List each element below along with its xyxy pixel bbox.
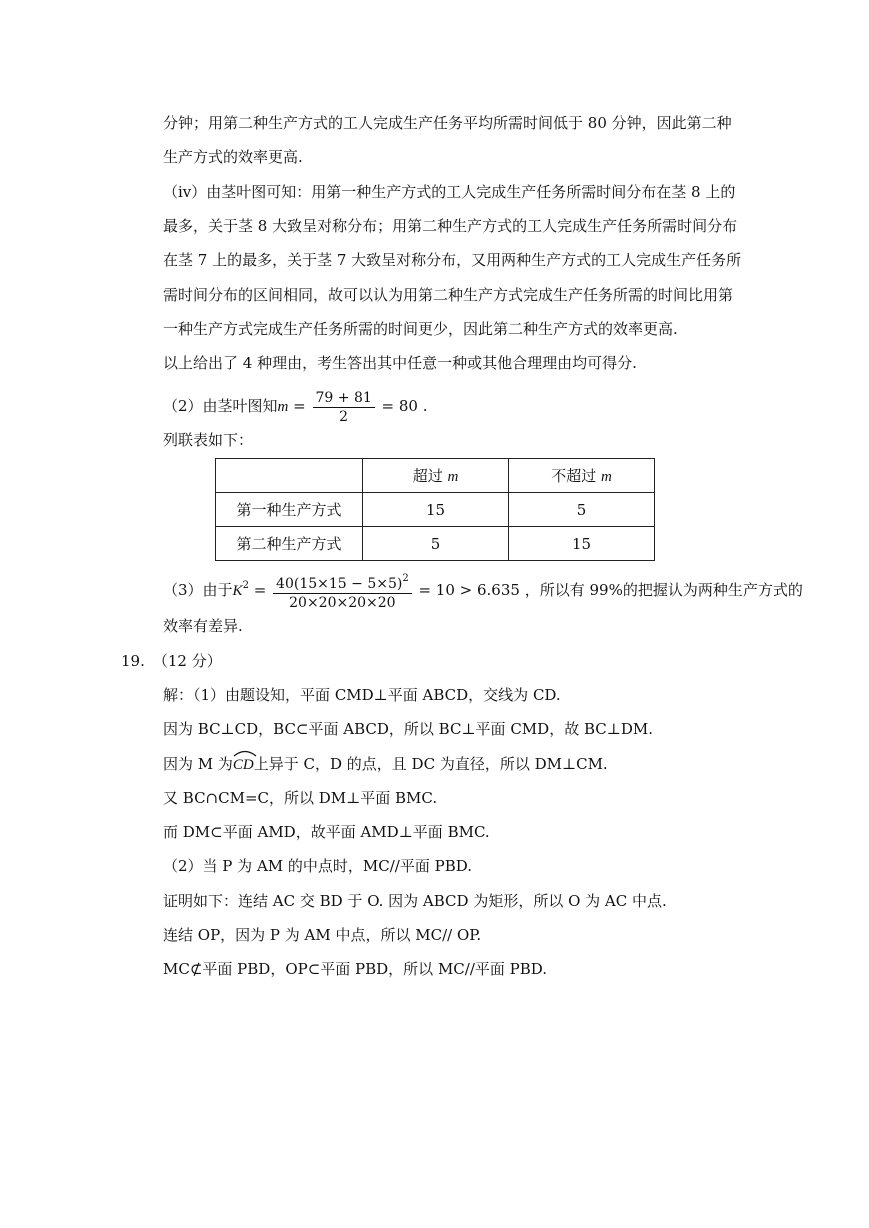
text-line: 而 DM⊂平面 AMD，故平面 AMD⊥平面 BMC. [163, 823, 490, 841]
formula-result: = 80 . [376, 397, 428, 415]
formula-line [163, 386, 428, 427]
text-line: 因为 M 为 CD上异于 C，D 的点，且 DC 为直径，所以 DM⊥CM. [163, 754, 608, 775]
formula-prefix: （3）由于 [163, 581, 233, 599]
formula-result: = 10 > 6.635 ，所以有 99%的把握认为两种生产方式的 [413, 581, 803, 599]
text-line: 需时间分布的区间相同，故可以认为用第二种生产方式完成生产任务所需的时间比用第 [163, 286, 734, 304]
text-line: 生产方式的效率更高. [163, 148, 303, 166]
text-line: 连结 OP，因为 P 为 AM 中点，所以 MC// OP. [163, 926, 482, 944]
text-line: MC⊄平面 PBD，OP⊂平面 PBD，所以 MC//平面 PBD. [163, 960, 548, 978]
text-line: 解：（1）由题设知，平面 CMD⊥平面 ABCD，交线为 CD. [163, 686, 561, 704]
formula-var: m [277, 399, 289, 415]
formula-line [163, 566, 803, 612]
text-line: 因为 BC⊥CD，BC⊂平面 ABCD，所以 BC⊥平面 CMD，故 BC⊥DM. [163, 720, 653, 738]
table-header-cell: 不超过 m [509, 459, 655, 493]
table-row [216, 527, 655, 561]
table-header-cell: 超过 m [363, 459, 509, 493]
fraction-numerator: $40(15\times 15 - 5\times 5)^2$ [273, 570, 412, 594]
question-score: （12 分） [152, 652, 222, 670]
text-line: 又 BC∩CM=C，所以 DM⊥平面 BMC. [163, 789, 438, 807]
fraction [313, 389, 375, 426]
arc-notation: CD [233, 755, 254, 775]
table-cell: 5 [509, 493, 655, 527]
text-line: 以上给出了 4 种理由，考生答出其中任意一种或其他合理理由均可得分. [163, 354, 637, 372]
formula-eq: = [248, 581, 272, 599]
table-cell: 15 [509, 527, 655, 561]
text-line: （2）当 P 为 AM 的中点时，MC//平面 PBD. [163, 857, 472, 875]
text-line: 最多，关于茎 8 大致呈对称分布；用第二种生产方式的工人完成生产任务所需时间分布 [163, 217, 738, 235]
fraction-denominator: 20×20×20×20 [289, 595, 396, 611]
question-number: 19. （12 分） [121, 652, 222, 670]
arc-icon [233, 749, 257, 757]
text-line: 在茎 7 上的最多，关于茎 7 大致呈对称分布，又用两种生产方式的工人完成生产任务所 [163, 251, 742, 269]
table-cell: 15 [363, 493, 509, 527]
formula-prefix: （2）由茎叶图知 [163, 397, 278, 415]
text-line: 列联表如下： [163, 431, 254, 449]
formula-var: K [232, 583, 243, 599]
contingency-table [215, 458, 655, 561]
table-cell: 5 [363, 527, 509, 561]
fraction [273, 570, 412, 612]
text-line: （iv）由茎叶图可知：用第一种生产方式的工人完成生产任务所需时间分布在茎 8 上的 [163, 183, 736, 201]
table-cell: 第一种生产方式 [216, 493, 363, 527]
formula-sup: 2 [242, 580, 249, 591]
table-row [216, 493, 655, 527]
formula-eq: = [288, 397, 311, 415]
table-cell: 第二种生产方式 [216, 527, 363, 561]
fraction-denominator: 2 [339, 408, 349, 425]
text-line: 证明如下：连结 AC 交 BD 于 O. 因为 ABCD 为矩形，所以 O 为 AC 中点. [163, 892, 667, 910]
text-line: 分钟；用第二种生产方式的工人完成生产任务平均所需时间低于 80 分钟，因此第二种 [163, 114, 732, 132]
text-line: 一种生产方式完成生产任务所需的时间更少，因此第二种生产方式的效率更高. [163, 320, 678, 338]
table-header-row [216, 459, 655, 493]
text-line: 效率有差异. [163, 617, 243, 635]
table-header-cell [216, 459, 363, 493]
fraction-numerator: 79 + 81 [313, 389, 375, 408]
